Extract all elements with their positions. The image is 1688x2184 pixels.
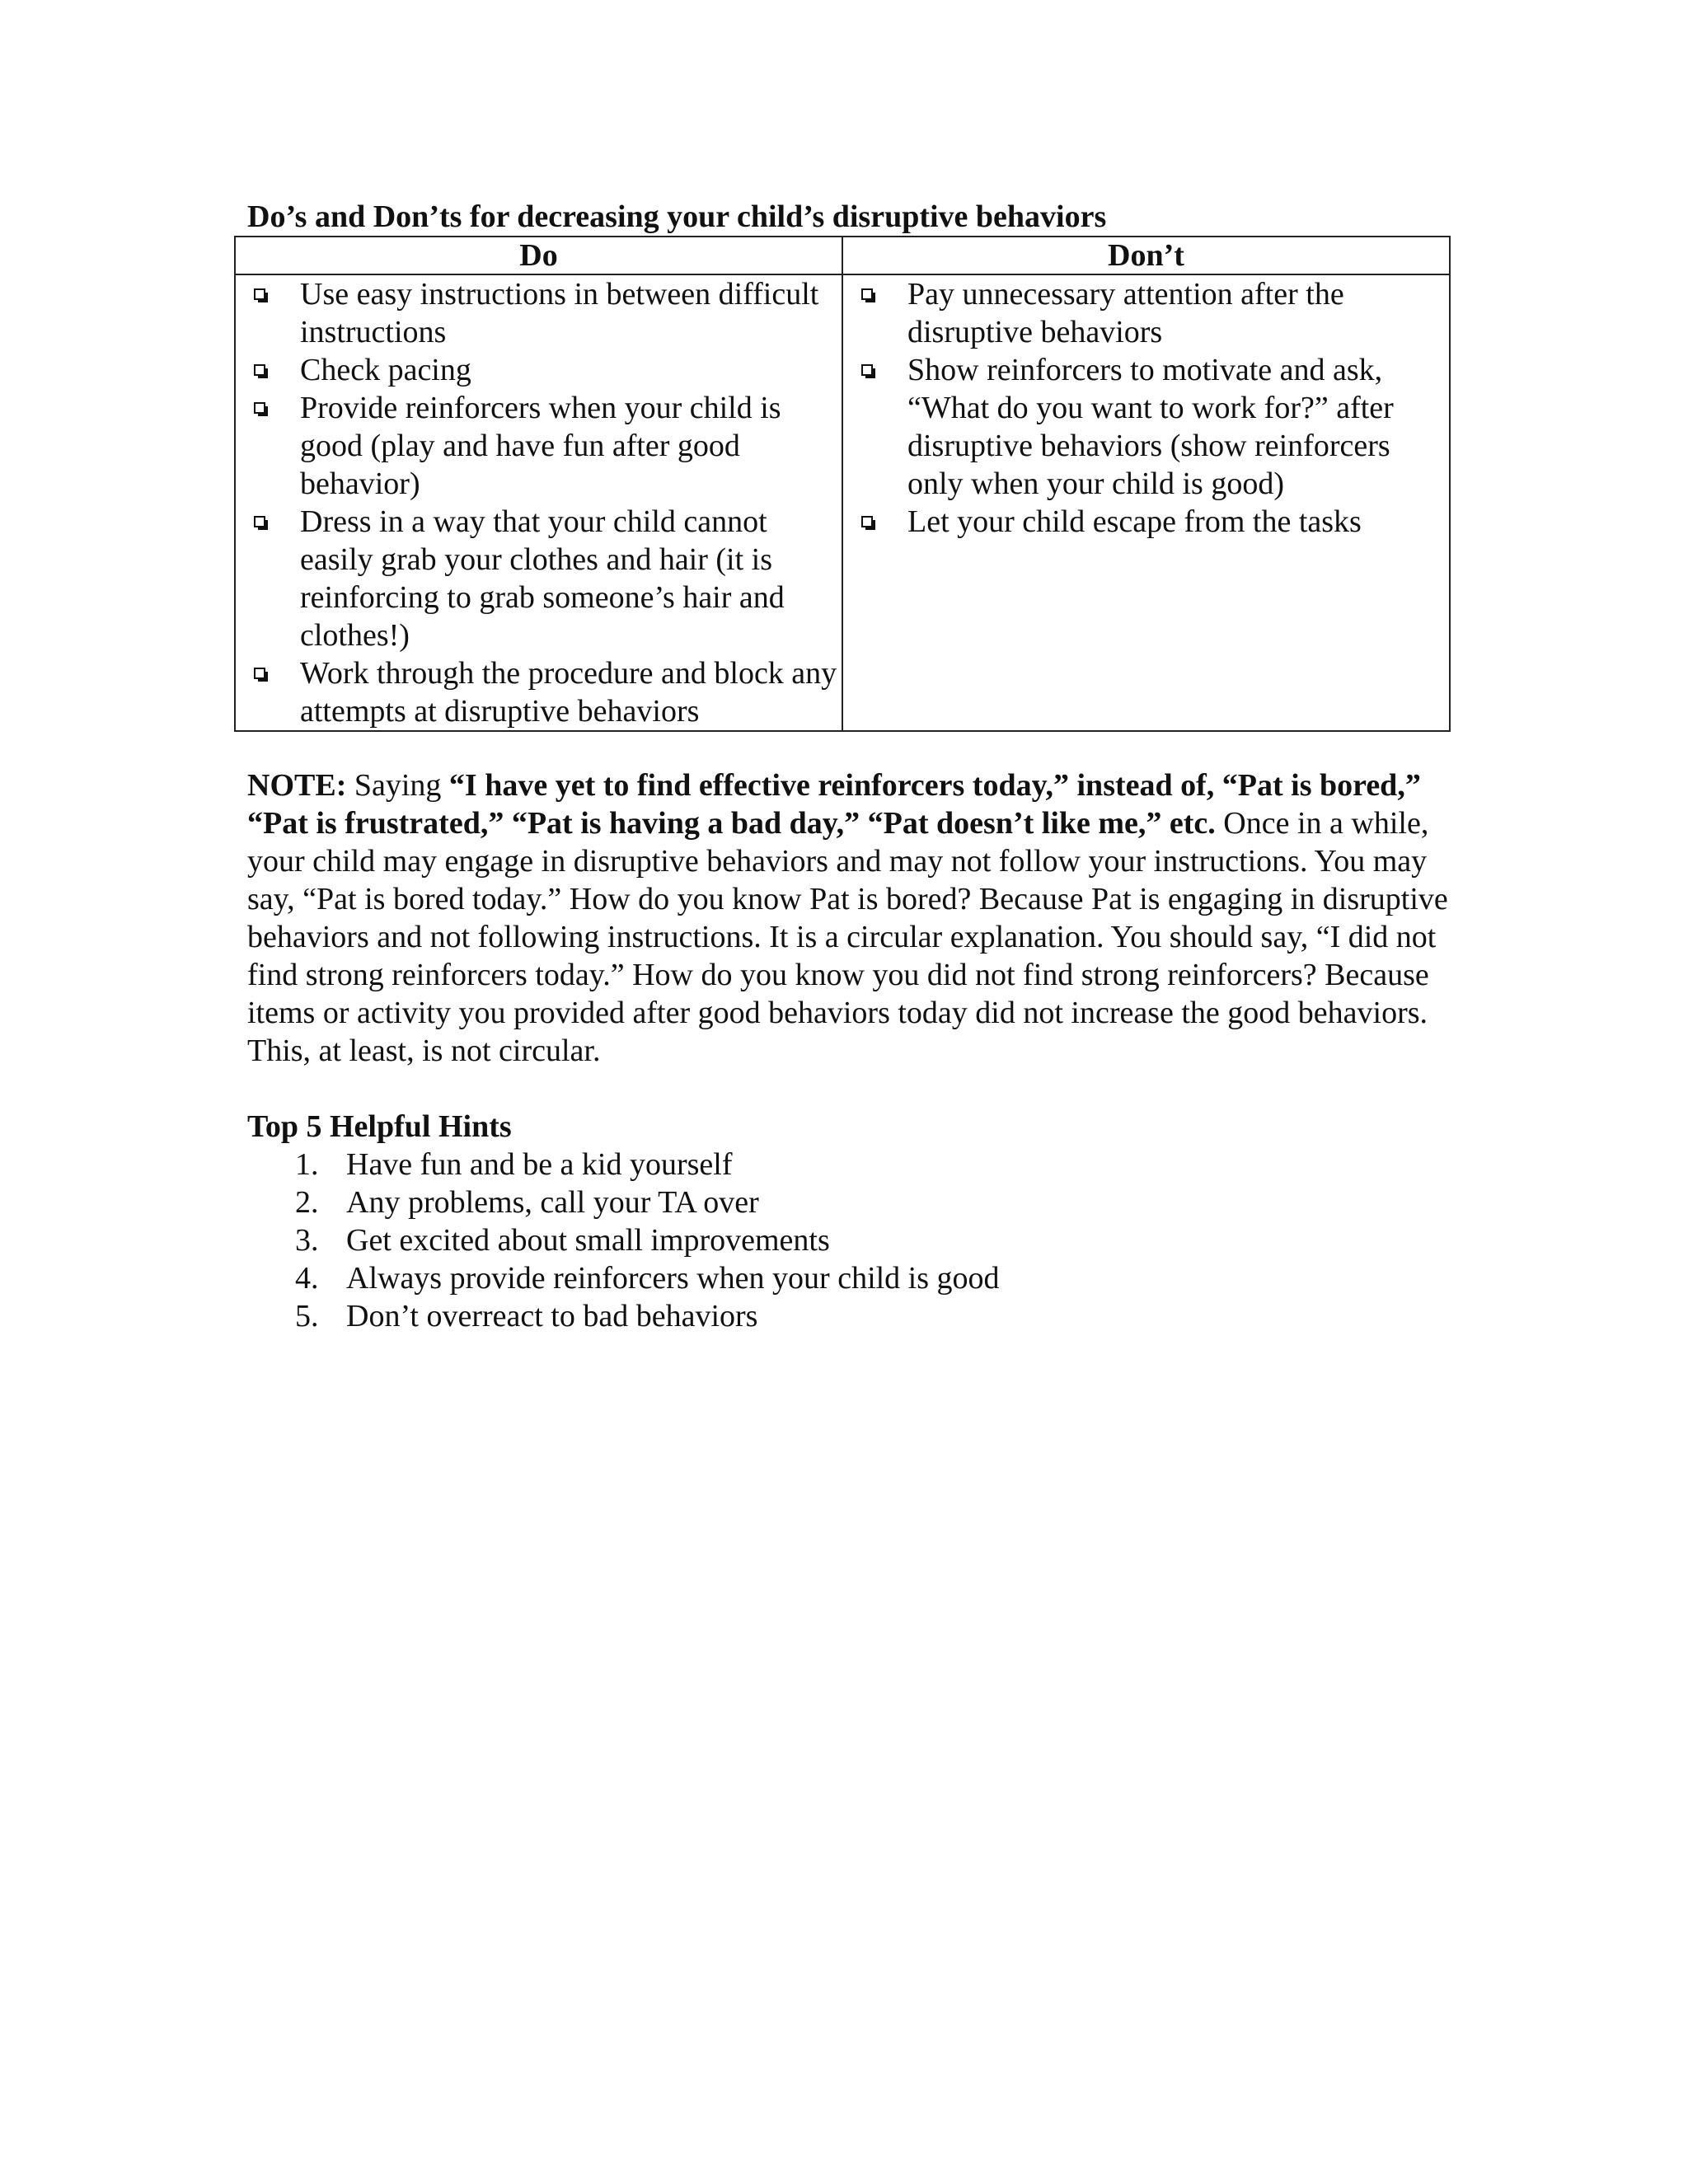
note-label: NOTE: [247, 768, 347, 803]
do-column-header: Do [235, 237, 842, 274]
list-item: Use easy instructions in between difficult instructions [249, 275, 838, 351]
dont-column-header: Don’t [842, 237, 1450, 274]
list-item: Pay unnecessary attention after the disruptive behaviors [856, 275, 1446, 351]
list-item: Provide reinforcers when your child is good (play and have fun after good behavior) [249, 389, 838, 503]
do-list [249, 275, 838, 730]
list-item: Check pacing [249, 351, 838, 389]
note-bold-statement: “I have yet to find effective reinforcers today,” instead of, “Pat is bored,” “Pat is frustrated,” “Pat is having a bad day,” “Pat doesn’t like me,” etc. [247, 768, 1421, 841]
checkbox-bullet-icon [254, 364, 265, 376]
checkbox-bullet-icon [861, 288, 873, 300]
list-item: 5. Don’t overreact to bad behaviors [295, 1299, 758, 1333]
helpful-hints-section [247, 1108, 1451, 1335]
hints-list [247, 1146, 1451, 1335]
list-item: Work through the procedure and block any attempts at disruptive behaviors [249, 654, 838, 730]
dont-cell [842, 274, 1450, 731]
list-item: Let your child escape from the tasks [856, 503, 1446, 541]
dos-donts-table [234, 236, 1451, 732]
list-item: Show reinforcers to motivate and ask, “What do you want to work for?” after disruptive behaviors (show reinforcers only when your child is good) [856, 351, 1446, 503]
document-page [247, 198, 1451, 1333]
checkbox-bullet-icon [861, 364, 873, 376]
list-item: Dress in a way that your child cannot easily grab your clothes and hair (it is reinforcing to grab someone’s hair and clothes!) [249, 503, 838, 654]
dont-list [856, 275, 1446, 541]
page-title: Do’s and Don’ts for decreasing your child’s disruptive behaviors [247, 199, 1107, 234]
note-saying: Saying [346, 768, 449, 803]
list-item: 4. Always provide reinforcers when your child is good [295, 1261, 1000, 1296]
checkbox-bullet-icon [254, 288, 265, 300]
note-body: Once in a while, your child may engage in disruptive behaviors and may not follow your instructions. You may say, “Pat is bored today.” How do you know Pat is bored? Because Pat is engaging in disruptive behaviors and not following instructions. It is a circular explanation. You should say, “I did not find strong reinforcers today.” How do you know you did not find strong reinforcers? Because items or activity you provided after good behaviors today did not increase the good behaviors. This, at least, is not circular. [247, 806, 1448, 1068]
checkbox-bullet-icon [254, 402, 265, 414]
checkbox-bullet-icon [254, 668, 265, 679]
do-cell [235, 274, 842, 731]
hints-heading: Top 5 Helpful Hints [247, 1109, 512, 1144]
list-item: 2. Any problems, call your TA over [295, 1185, 759, 1220]
checkbox-bullet-icon [861, 516, 873, 527]
list-item: 3. Get excited about small improvements [295, 1223, 830, 1258]
list-item: 1. Have fun and be a kid yourself [295, 1147, 733, 1182]
note-paragraph [247, 766, 1451, 1070]
checkbox-bullet-icon [254, 516, 265, 527]
